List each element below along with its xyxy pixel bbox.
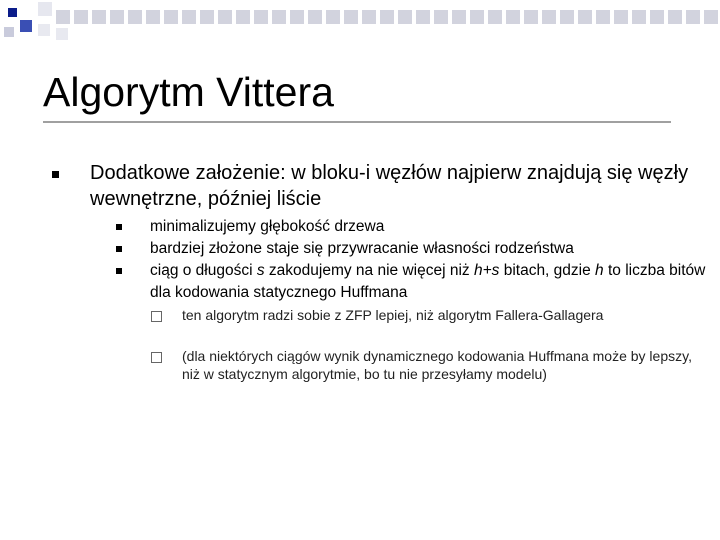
square-bullet-icon: [116, 268, 122, 274]
square-bullet-icon: [52, 171, 59, 178]
title-divider: [43, 121, 671, 123]
bullet-level3-text-2: (dla niektórych ciągów wynik dynamicznego kodowania Huffmana może by lepszy, niż w statycznym algorytmie, bo tu nie przesyłamy modelu): [182, 348, 692, 382]
title-decoration-squares: [0, 0, 720, 48]
bullet-level1-text: Dodatkowe założenie: w bloku-i węzłów najpierw znajdują się węzły wewnętrzne, później liście: [90, 162, 689, 210]
bullet-level2-text-2: bardziej złożone staje się przywracanie własności rodzeństwa: [150, 240, 574, 257]
checkbox-bullet-icon: [151, 311, 162, 322]
bullet-level3-text-1: ten algorytm radzi sobie z ZFP lepiej, niż algorytm Fallera-Gallagera: [182, 307, 604, 323]
square-bullet-icon: [116, 224, 122, 230]
bullet-level2-text-1: minimalizujemy głębokość drzewa: [150, 218, 385, 235]
square-bullet-icon: [116, 246, 122, 252]
bullet-level2-text-3: ciąg o długości s zakodujemy na nie więcej niż h+s bitach, gdzie h to liczba bitów dla kodowania statycznego Huffmana: [150, 262, 706, 301]
checkbox-bullet-icon: [151, 352, 162, 363]
slide-title: Algorytm Vittera: [43, 69, 334, 115]
